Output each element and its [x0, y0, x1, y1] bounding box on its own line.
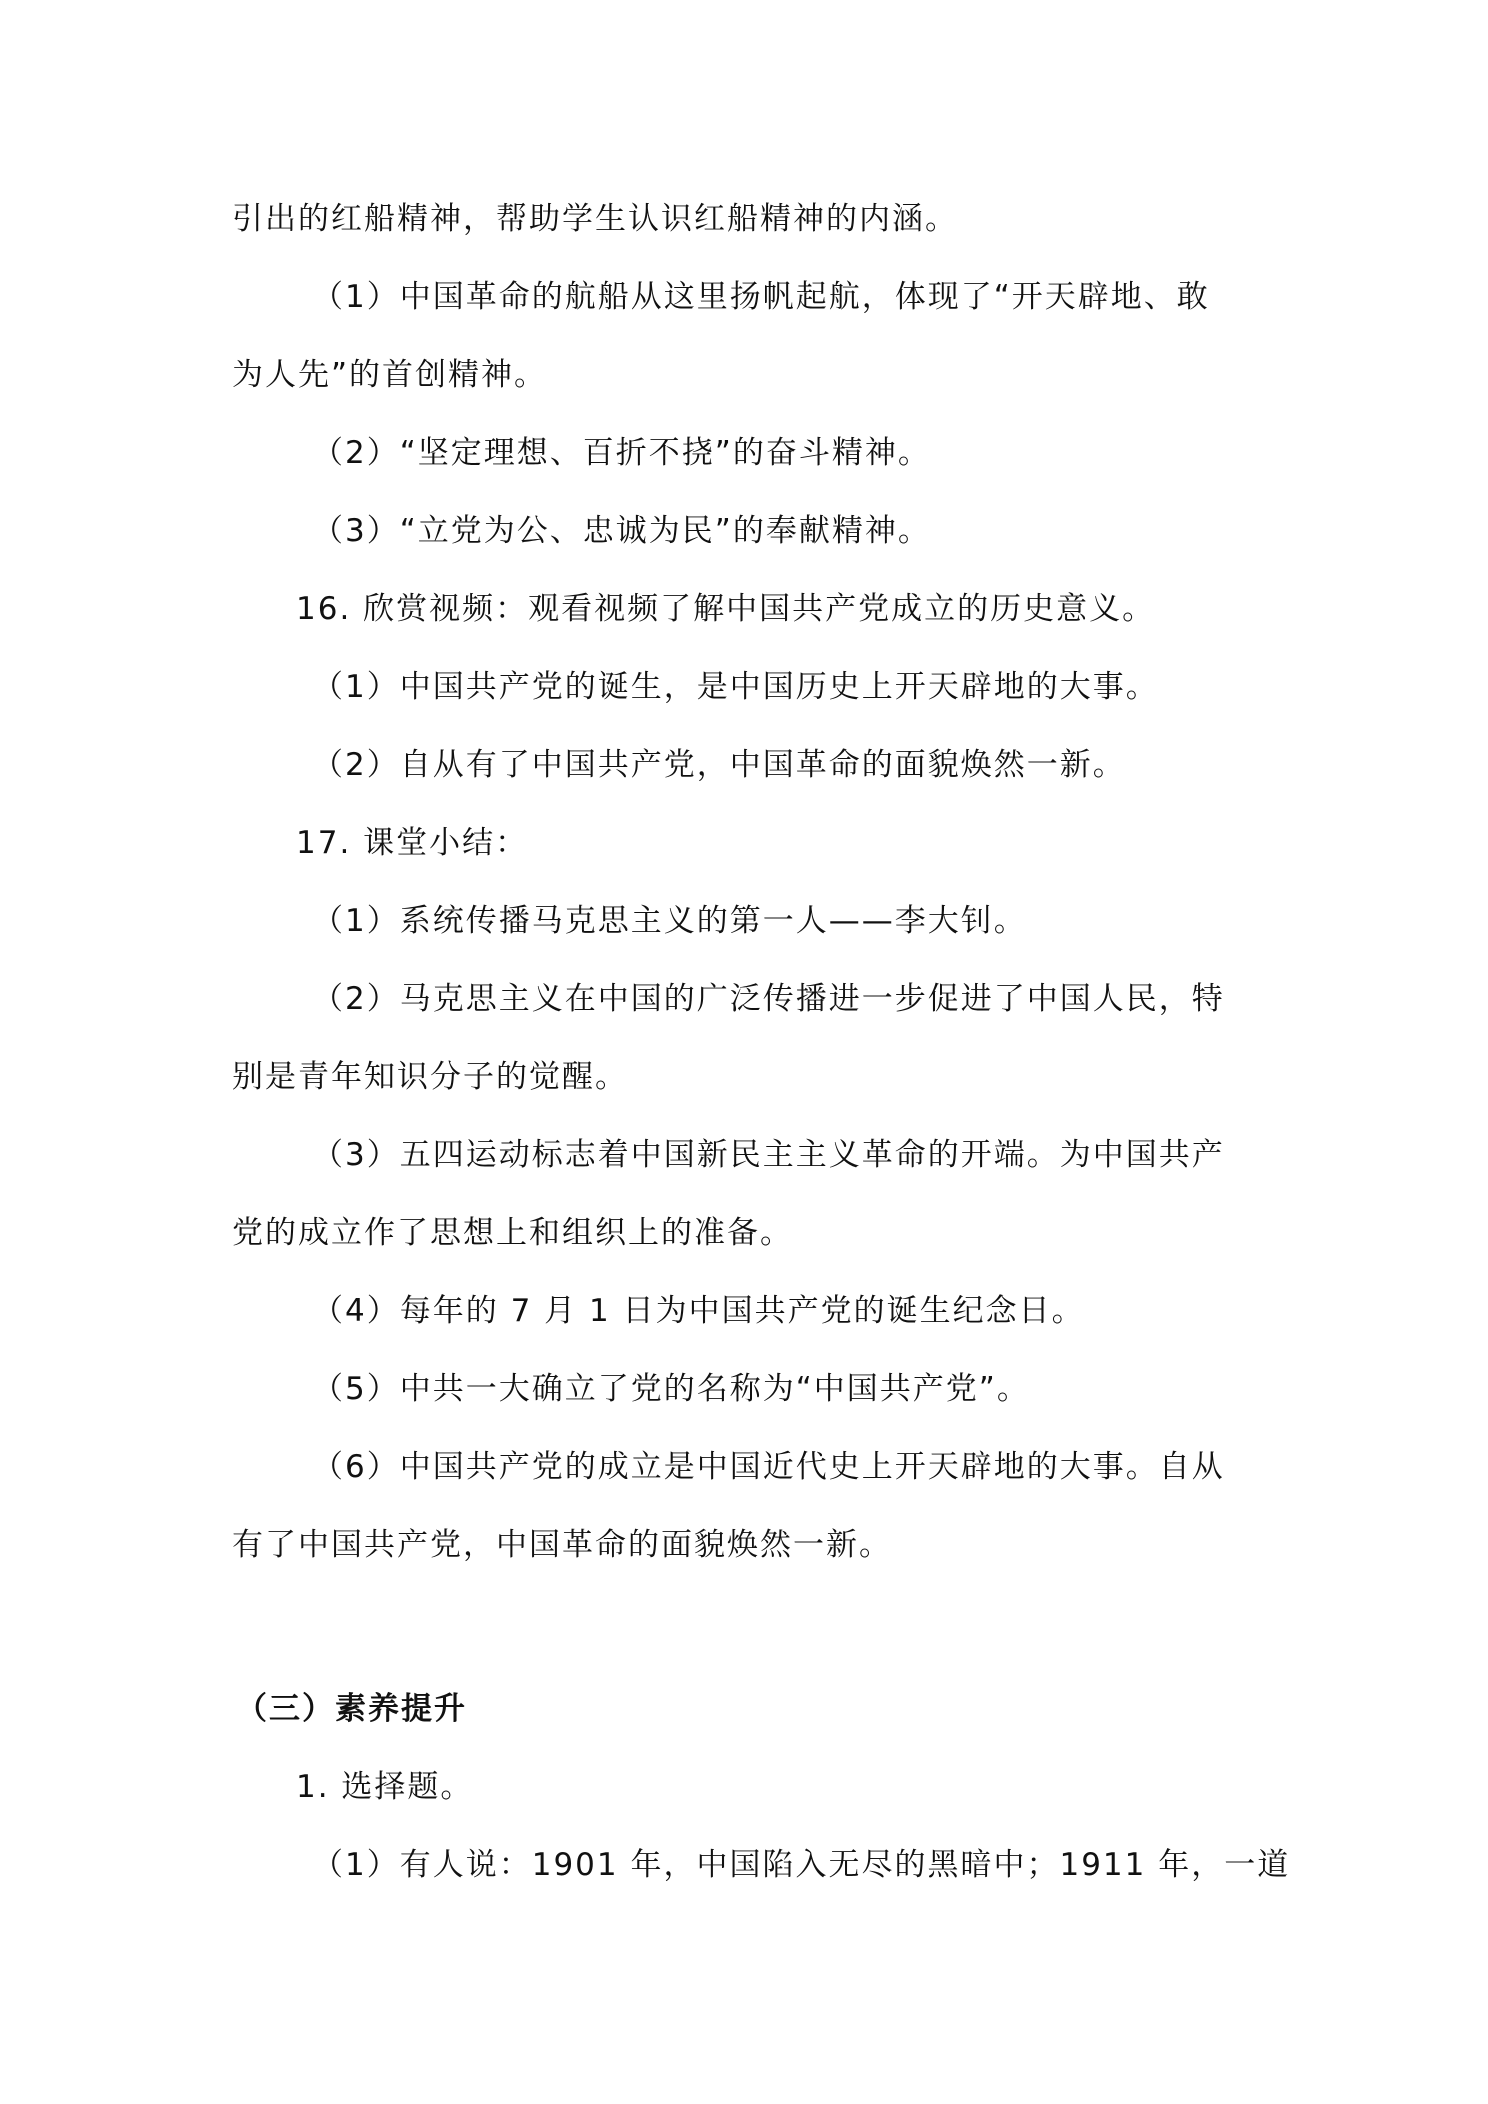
paragraph-line: 引出的红船精神，帮助学生认识红船精神的内涵。 — [232, 201, 958, 237]
numbered-item: 16. 欣赏视频：观看视频了解中国共产党成立的历史意义。 — [296, 591, 1156, 627]
paragraph-line: （2）“坚定理想、百折不挠”的奋斗精神。 — [312, 435, 931, 471]
paragraph-line: （4）每年的 7 月 1 日为中国共产党的诞生纪念日。 — [312, 1293, 1085, 1329]
paragraph-line: （3）五四运动标志着中国新民主主义革命的开端。为中国共产 — [312, 1137, 1225, 1173]
paragraph-line: （3）“立党为公、忠诚为民”的奉献精神。 — [312, 513, 931, 549]
paragraph-line: （5）中共一大确立了党的名称为“中国共产党”。 — [312, 1371, 1030, 1407]
paragraph-line: （2）马克思主义在中国的广泛传播进一步促进了中国人民，特 — [312, 981, 1225, 1017]
paragraph-line: （2）自从有了中国共产党，中国革命的面貌焕然一新。 — [312, 747, 1126, 783]
paragraph-line: 有了中国共产党，中国革命的面貌焕然一新。 — [232, 1527, 892, 1563]
paragraph-line: （6）中国共产党的成立是中国近代史上开天辟地的大事。自从 — [312, 1449, 1225, 1485]
section-heading: （三）素养提升 — [236, 1691, 467, 1727]
paragraph-line: （1）系统传播马克思主义的第一人——李大钊。 — [312, 903, 1027, 939]
paragraph-line: 别是青年知识分子的觉醒。 — [232, 1059, 628, 1095]
paragraph-line: 党的成立作了思想上和组织上的准备。 — [232, 1215, 793, 1251]
paragraph-line: （1）有人说：1901 年，中国陷入无尽的黑暗中；1911 年，一道 — [312, 1847, 1291, 1883]
numbered-item: 17. 课堂小结： — [296, 825, 529, 861]
numbered-item: 1. 选择题。 — [296, 1769, 474, 1805]
paragraph-line: 为人先”的首创精神。 — [232, 357, 548, 393]
paragraph-line: （1）中国共产党的诞生，是中国历史上开天辟地的大事。 — [312, 669, 1159, 705]
paragraph-line: （1）中国革命的航船从这里扬帆起航，体现了“开天辟地、敢 — [312, 279, 1210, 315]
